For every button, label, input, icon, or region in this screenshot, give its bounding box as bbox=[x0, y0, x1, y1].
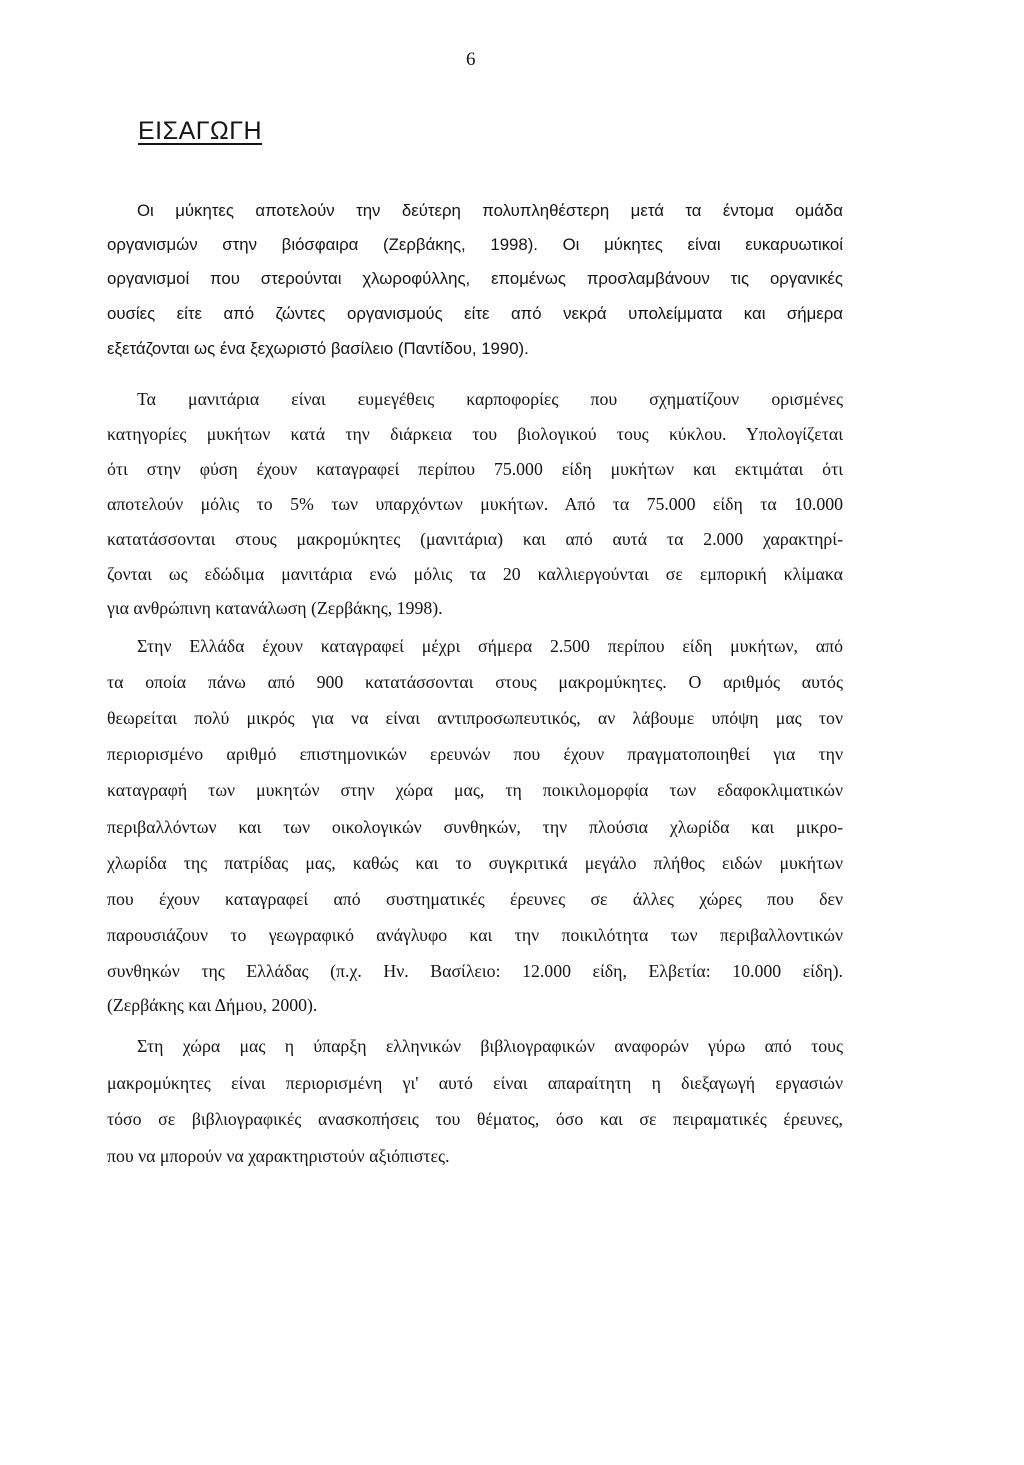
text-line: παρουσιάζουν το γεωγραφικό ανάγλυφο και την ποικιλότητα των περιβαλλοντικών bbox=[107, 925, 843, 945]
text-line: Οι μύκητες αποτελούν την δεύτερη πολυπληθέστερη μετά τα έντομα ομάδα bbox=[137, 201, 843, 220]
text-line: τα οποία πάνω από 900 κατατάσσονται στους μακρομύκητες. Ο αριθμός αυτός bbox=[107, 672, 843, 692]
text-line: ότι στην φύση έχουν καταγραφεί περίπου 75.000 είδη μυκήτων και εκτιμάται ότι bbox=[107, 459, 843, 479]
text-line: μακρομύκητες είναι περιορισμένη γι' αυτό είναι απαραίτητη η διεξαγωγή εργασιών bbox=[107, 1073, 843, 1093]
text-line: καταγραφή των μυκητών στην χώρα μας, τη ποικιλομορφία των εδαφοκλιματικών bbox=[107, 780, 843, 800]
text-line: εξετάζονται ως ένα ξεχωριστό βασίλειο (Παντίδου, 1990). bbox=[107, 339, 529, 358]
text-line: θεωρείται πολύ μικρός για να είναι αντιπροσωπευτικός, αν λάβουμε υπόψη μας τον bbox=[107, 708, 843, 728]
text-line: συνθηκών της Ελλάδας (π.χ. Ην. Βασίλειο: 12.000 είδη, Ελβετία: 10.000 είδη). bbox=[107, 961, 843, 981]
section-heading: ΕΙΣΑΓΩΓΗ bbox=[138, 117, 263, 145]
text-line: ζονται ως εδώδιμα μανιτάρια ενώ μόλις τα 20 καλλιεργούνται σε εμπορική κλίμακα bbox=[107, 564, 843, 584]
text-line: χλωρίδα της πατρίδας μας, καθώς και το συγκριτικά μεγάλο πλήθος ειδών μυκήτων bbox=[107, 853, 843, 873]
text-line: περιβαλλόντων και των οικολογικών συνθηκών, την πλούσια χλωρίδα και μικρο- bbox=[107, 817, 843, 837]
text-line: για ανθρώπινη κατανάλωση (Ζερβάκης, 1998). bbox=[107, 598, 443, 618]
text-line: οργανισμοί που στερούνται χλωροφύλλης, επομένως προσλαμβάνουν τις οργανικές bbox=[107, 269, 843, 288]
text-line: Στη χώρα μας η ύπαρξη ελληνικών βιβλιογραφικών αναφορών γύρω από τους bbox=[137, 1036, 843, 1056]
text-line: που έχουν καταγραφεί από συστηματικές έρευνες σε άλλες χώρες που δεν bbox=[107, 889, 843, 909]
text-line: περιορισμένο αριθμό επιστημονικών ερευνών που έχουν πραγματοποιηθεί για την bbox=[107, 744, 843, 764]
text-line: ουσίες είτε από ζώντες οργανισμούς είτε από νεκρά υπολείμματα και σήμερα bbox=[107, 304, 843, 323]
text-line: κατηγορίες μυκήτων κατά την διάρκεια του βιολογικού τους κύκλου. Υπολογίζεται bbox=[107, 424, 843, 444]
text-line: που να μπορούν να χαρακτηριστούν αξιόπιστες. bbox=[107, 1146, 450, 1166]
text-line: Στην Ελλάδα έχουν καταγραφεί μέχρι σήμερα 2.500 περίπου είδη μυκήτων, από bbox=[137, 636, 843, 656]
text-line: αποτελούν μόλις το 5% των υπαρχόντων μυκήτων. Από τα 75.000 είδη τα 10.000 bbox=[107, 494, 843, 514]
text-line: τόσο σε βιβλιογραφικές ανασκοπήσεις του θέματος, όσο και σε πειραματικές έρευνες, bbox=[107, 1109, 843, 1129]
text-line: (Ζερβάκης και Δήμου, 2000). bbox=[107, 995, 318, 1015]
page-number: 6 bbox=[466, 49, 476, 70]
text-line: Τα μανιτάρια είναι ευμεγέθεις καρποφορίες που σχηματίζουν ορισμένες bbox=[137, 389, 843, 409]
text-line: κατατάσσονται στους μακρομύκητες (μανιτάρια) και από αυτά τα 2.000 χαρακτηρί- bbox=[107, 529, 843, 549]
text-line: οργανισμών στην βιόσφαιρα (Ζερβάκης, 1998). Οι μύκητες είναι ευκαρυωτικοί bbox=[107, 235, 843, 254]
